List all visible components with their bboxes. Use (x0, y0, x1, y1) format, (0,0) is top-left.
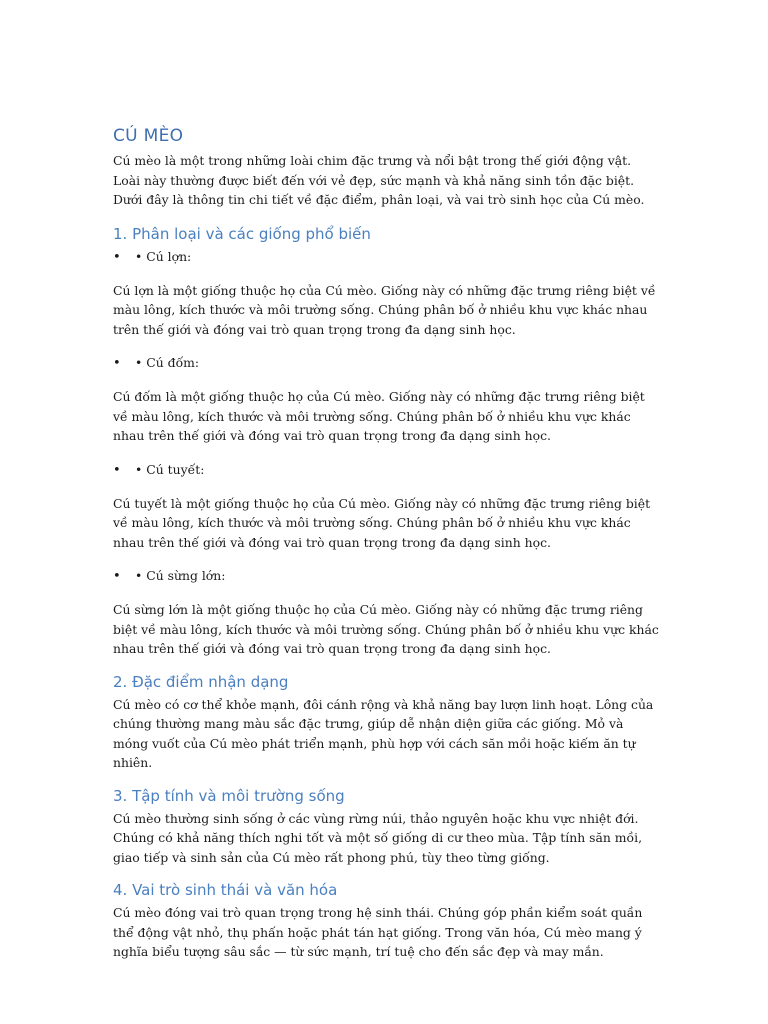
section-heading-features: 2. Đặc điểm nhận dạng (113, 672, 289, 691)
bullet-icon: • (113, 356, 121, 371)
great-horned-owl-paragraph: Cú sừng lớn là một giống thuộc họ của Cú mèo. Giống này có những đặc trưng riêng biệt về màu lông, kích thước và môi trường sống. Chúng phân bố ở nhiều khu vực khác nhau trên thế giới và đóng vai trò quan trọng trong đa dạng sinh học. (113, 602, 659, 656)
spotted-owl-paragraph: Cú đốm là một giống thuộc họ của Cú mèo. Giống này có những đặc trưng riêng biệt về màu lông, kích thước và môi trường sống. Chúng phân bố ở nhiều khu vực khác nhau trên thế giới và đóng vai trò quan trọng trong đa dạng sinh học. (113, 389, 645, 443)
bullet-label: • Cú sừng lớn: (135, 568, 226, 583)
ecology-culture-paragraph: Cú mèo đóng vai trò quan trọng trong hệ sinh thái. Chúng góp phần kiểm soát quần thể động vật nhỏ, thụ phấn hoặc phát tán hạt giống. Trong văn hóa, Cú mèo mang ý nghĩa biểu tượng sâu sắc — từ sức mạnh, trí tuệ cho đến sắc đẹp và may mắn. (113, 905, 643, 959)
document-page (113, 126, 661, 962)
bullet-item-spotted-owl (113, 353, 661, 373)
habitat-paragraph: Cú mèo thường sinh sống ở các vùng rừng núi, thảo nguyên hoặc khu vực nhiệt đới. Chúng có khả năng thích nghi tốt và một số giống di cư theo mùa. Tập tính săn mồi, giao tiếp và sinh sản của Cú mèo rất phong phú, tùy theo từng giống. (113, 810, 643, 865)
bullet-item-great-horned-owl (113, 566, 661, 586)
bullet-icon: • (113, 249, 121, 265)
barn-owl-paragraph: Cú lợn là một giống thuộc họ của Cú mèo. Giống này có những đặc trưng riêng biệt về màu lông, kích thước và môi trường sống. Chúng phân bố ở nhiều khu vực khác nhau trên thế giới và đóng vai trò quan trọng trong đa dạng sinh học. (113, 282, 656, 337)
section-heading-classification: 1. Phân loại và các giống phổ biến (113, 224, 371, 243)
document-title: CÚ MÈO (113, 126, 184, 146)
bullet-icon: • (113, 462, 121, 478)
snowy-owl-paragraph: Cú tuyết là một giống thuộc họ của Cú mèo. Giống này có những đặc trưng riêng biệt về màu lông, kích thước và môi trường sống. Chúng phân bố ở nhiều khu vực khác nhau trên thế giới và đóng vai trò quan trọng trong đa dạng sinh học. (113, 495, 651, 550)
section-heading-habitat: 3. Tập tính và môi trường sống (113, 786, 345, 805)
features-paragraph: Cú mèo có cơ thể khỏe mạnh, đôi cánh rộng và khả năng bay lượn linh hoạt. Lông của chúng thường mang màu sắc đặc trưng, giúp dễ nhận diện giữa các giống. Mỏ và móng vuốt của Cú mèo phát triển mạnh, phù hợp với cách săn mồi hoặc kiếm ăn tự nhiên. (113, 696, 654, 770)
bullet-label: • Cú đốm: (135, 355, 200, 370)
intro-paragraph: Cú mèo là một trong những loài chim đặc trưng và nổi bật trong thế giới động vật. Loài này thường được biết đến với vẻ đẹp, sức mạnh và khả năng sinh tồn đặc biệt. Dưới đây là thông tin chi tiết về đặc điểm, phân loại, và vai trò sinh học của Cú mèo. (113, 153, 645, 207)
section-heading-ecology-culture: 4. Vai trò sinh thái và văn hóa (113, 881, 338, 899)
bullet-item-barn-owl (113, 247, 661, 267)
bullet-label: • Cú lợn: (135, 248, 192, 264)
bullet-item-snowy-owl (113, 460, 661, 480)
bullet-label: • Cú tuyết: (135, 461, 205, 477)
bullet-icon: • (113, 569, 121, 584)
